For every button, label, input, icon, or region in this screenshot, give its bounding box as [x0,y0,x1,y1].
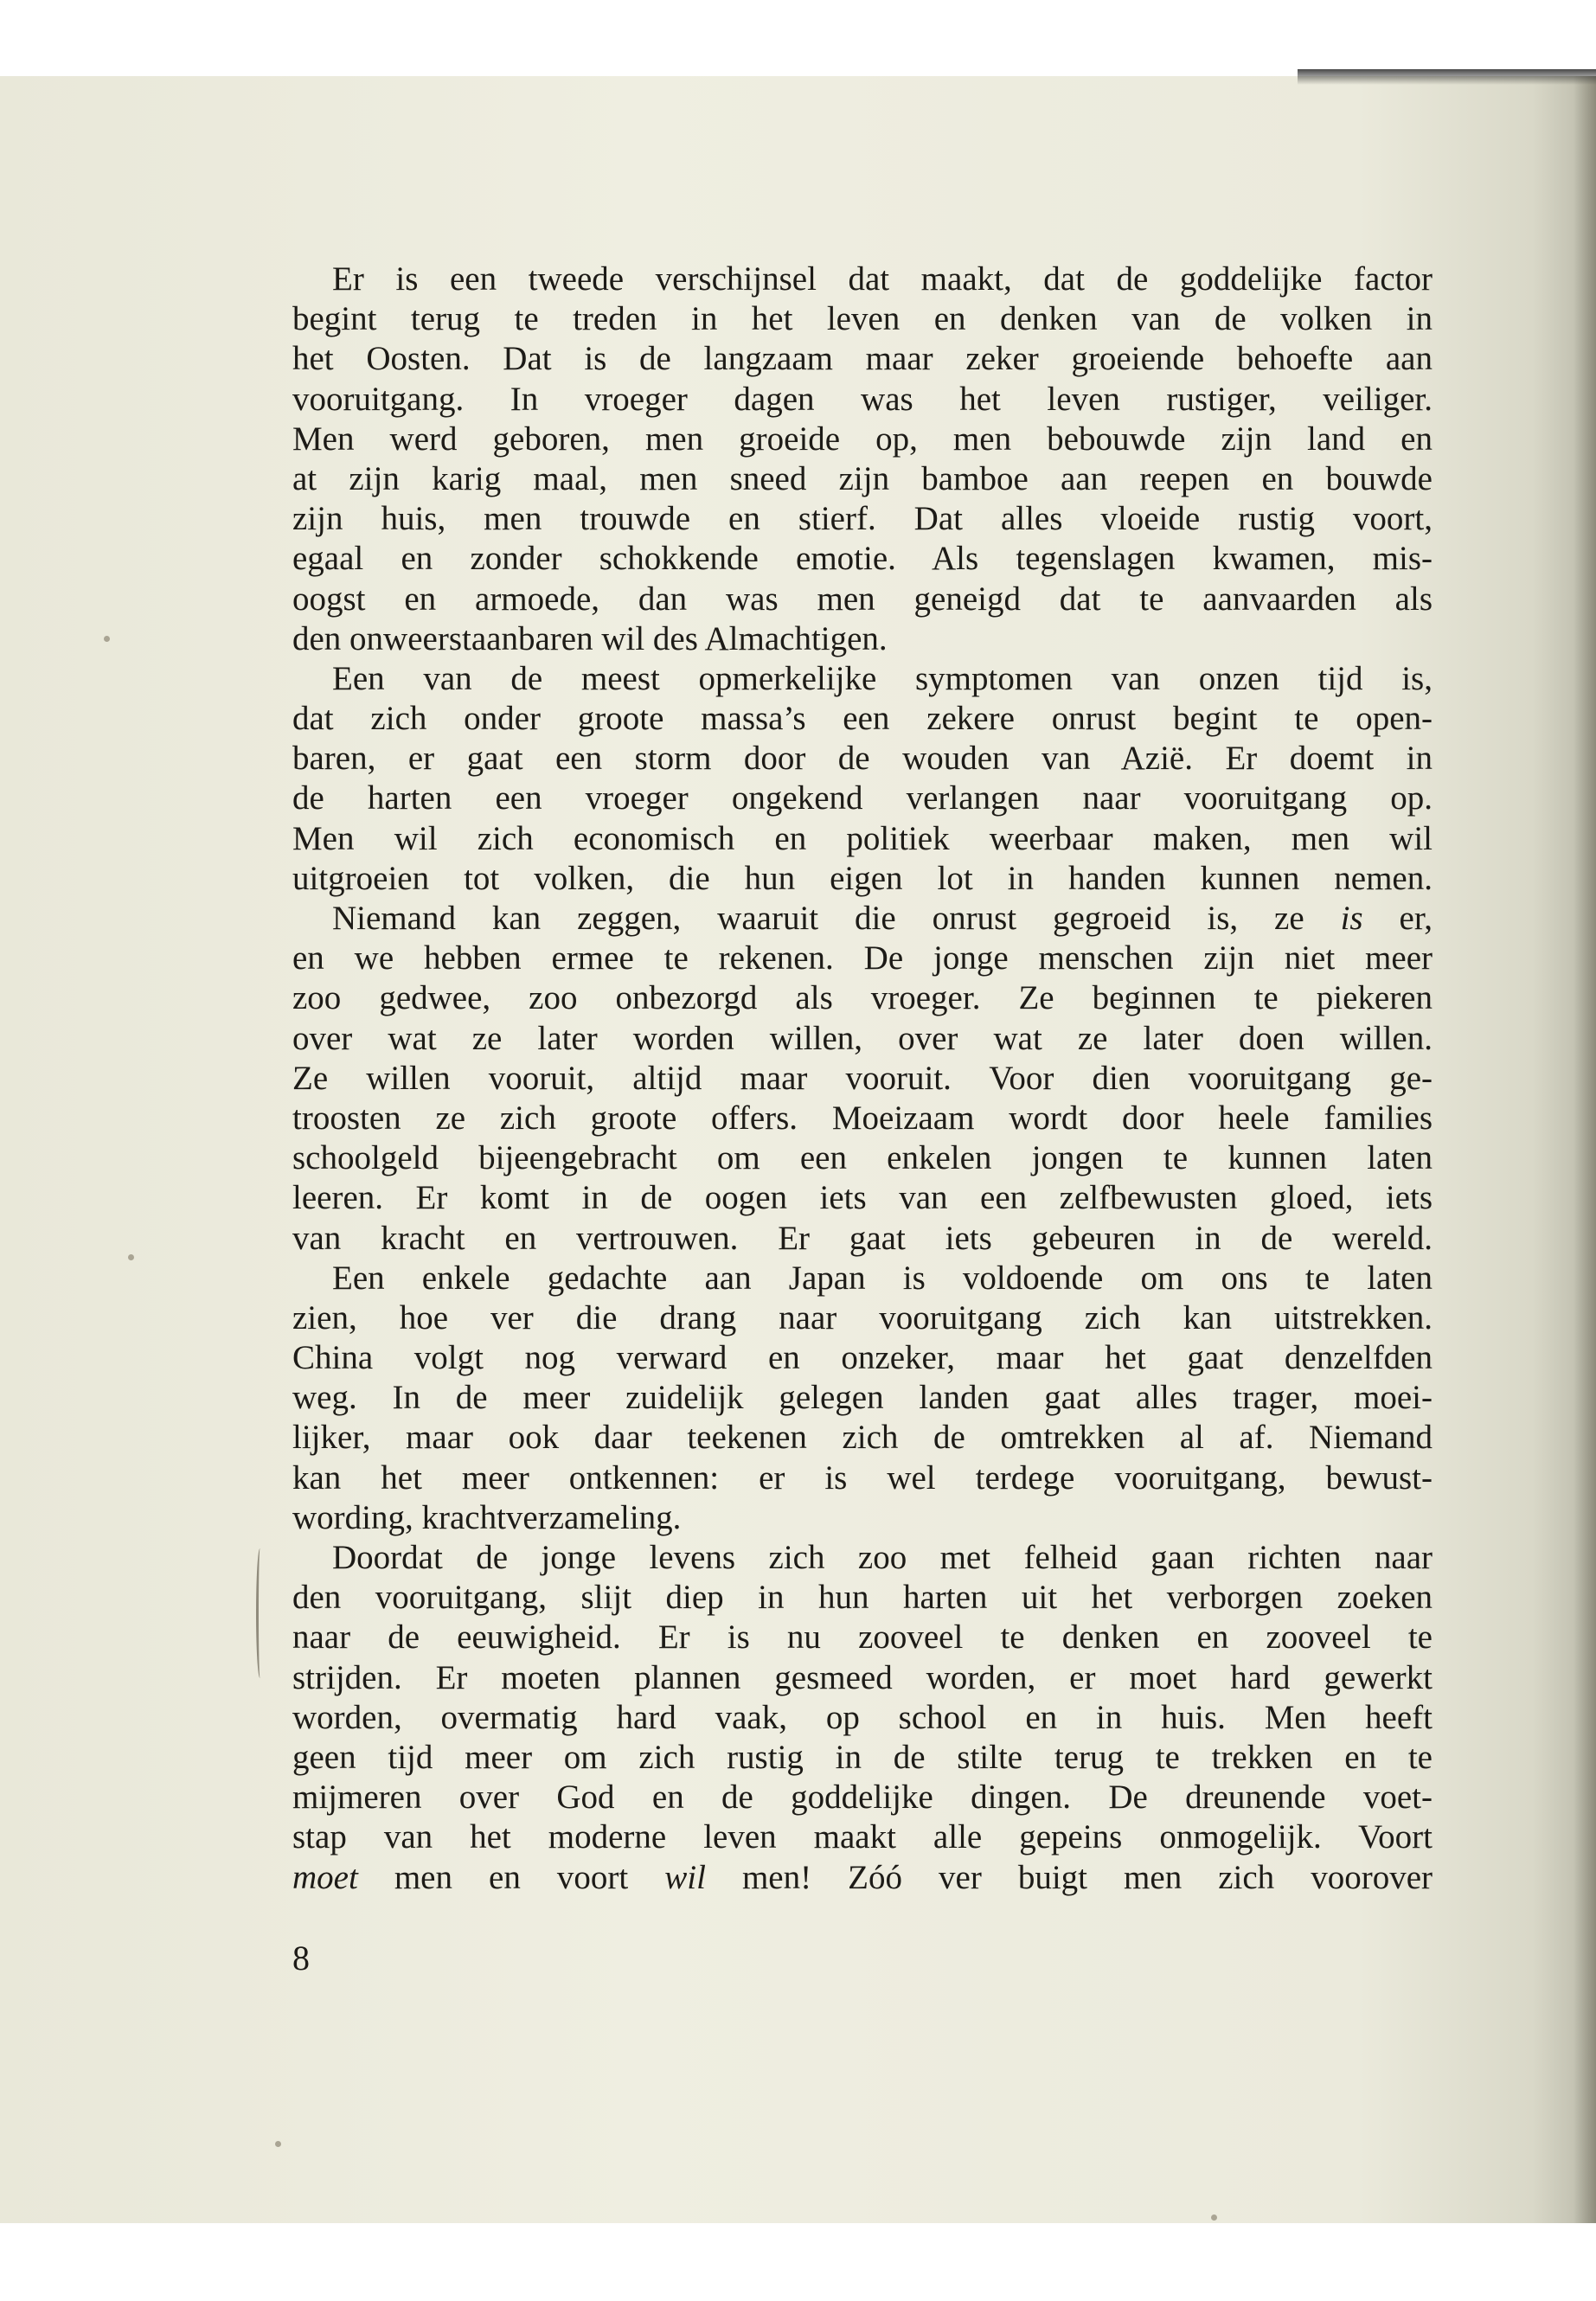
text-line [292,299,1433,339]
text-segment: strijden. Er moeten plannen gesmeed worden, er moet hard gewerkt [292,1658,1433,1696]
text-segment: leeren. Er komt in de oogen iets van een zelfbewusten gloed, iets [292,1179,1433,1217]
margin-pencil-mark [256,1548,264,1678]
text-segment: mijmeren over God en de goddelijke dingen. De dreunende voet- [292,1779,1433,1817]
text-line [292,1099,1433,1138]
text-segment: Er is een tweede verschijnsel dat maakt, dat de goddelijke factor [332,260,1433,298]
text-line [292,1817,1433,1857]
emphasis-word: is [1340,900,1363,937]
text-segment: lijker, maar ook daar teekenen zich de omtrekken al af. Niemand [292,1419,1433,1457]
page-gutter-shadow [1574,76,1596,2223]
text-line [292,939,1433,978]
paper-speck [275,2141,281,2147]
text-line [292,1298,1433,1338]
text-line [292,1338,1433,1378]
text-line [292,1219,1433,1259]
text-segment: China volgt nog verward en onzeker, maar het gaat denzelfden [292,1339,1433,1377]
text-segment: Ze willen vooruit, altijd maar vooruit. Voor dien vooruitgang ge- [292,1059,1433,1097]
text-segment: Men wil zich economisch en politiek weerbaar maken, men wil [292,819,1433,857]
text-line [292,339,1433,379]
text-segment: naar de eeuwigheid. Er is nu zooveel te denken en zooveel te [292,1618,1433,1657]
paper-speck [104,636,110,642]
text-segment: weg. In de meer zuidelijk gelegen landen gaat alles trager, moei- [292,1379,1433,1417]
text-line [292,619,1433,659]
text-line [292,819,1433,859]
text-segment: den vooruitgang, slijt diep in hun harten uit het verborgen zoeken [292,1579,1433,1617]
text-segment: at zijn karig maal, men sneed zijn bamboe aan reepen en bouwde [292,459,1433,497]
text-line [292,1618,1433,1657]
text-line [292,499,1433,539]
text-line [292,539,1433,579]
text-line [292,1858,1433,1898]
text-line [292,420,1433,459]
text-line [292,1259,1433,1298]
text-line [292,699,1433,739]
text-line [292,1418,1433,1458]
text-segment: zien, hoe ver die drang naar vooruitgang zich kan uitstrekken. [292,1298,1433,1336]
text-segment: uitgroeien tot volken, die hun eigen lot in handen kunnen nemen. [292,859,1433,897]
text-segment: Niemand kan zeggen, waaruit die onrust gegroeid is, ze [332,900,1304,937]
text-segment: de harten een vroeger ongekend verlangen naar vooruitgang op. [292,779,1433,817]
text-segment: oogst en armoede, dan was men geneigd dat te aanvaarden als [292,580,1433,618]
text-segment: stap van het moderne leven maakt alle gepeins onmogelijk. Voort [292,1818,1433,1856]
text-segment: over wat ze later worden willen, over wat ze later doen willen. [292,1019,1433,1057]
text-segment: zoo gedwee, zoo onbezorgd als vroeger. Ze beginnen te piekeren [292,979,1433,1017]
text-segment: men! Zóó ver buigt men zich voorover [705,1858,1433,1896]
text-segment: Men werd geboren, men groeide op, men bebouwde zijn land en [292,420,1433,458]
text-line [292,1738,1433,1778]
text-segment: dat zich onder groote massa’s een zekere onrust begint te open- [292,700,1433,738]
text-line [292,459,1433,499]
page-number: 8 [292,1939,310,1977]
text-segment: geen tijd meer om zich rustig in de stilte terug te trekken en te [292,1738,1433,1776]
text-line [292,1019,1433,1059]
text-line [292,779,1433,818]
text-line [292,899,1433,939]
text-line [292,1778,1433,1817]
text-segment: het Oosten. Dat is de langzaam maar zeker groeiende behoefte aan [292,340,1433,378]
text-line [292,1538,1433,1578]
text-segment: den onweerstaanbaren wil des Almachtigen. [292,619,888,657]
text-line [292,1658,1433,1698]
text-segment: men en voort [357,1858,665,1896]
text-line [292,260,1433,299]
text-line [292,1698,1433,1738]
text-segment: begint terug te treden in het leven en denken van de volken in [292,300,1433,338]
text-line [292,859,1433,899]
text-segment: schoolgeld bijeengebracht om een enkelen jongen te kunnen laten [292,1139,1433,1177]
text-line [292,1578,1433,1618]
text-segment: baren, er gaat een storm door de wouden van Azië. Er doemt in [292,740,1433,778]
text-segment: Een van de meest opmerkelijke symptomen van onzen tijd is, [332,659,1433,697]
text-line [292,1458,1433,1498]
text-line [292,739,1433,779]
page-edge-shadow [1298,69,1596,85]
paper-speck [1211,2214,1217,2221]
text-segment: troosten ze zich groote offers. Moeizaam wordt door heele families [292,1099,1433,1137]
text-line [292,1178,1433,1218]
text-segment: zijn huis, men trouwde en stierf. Dat alles vloeide rustig voort, [292,500,1433,538]
text-segment: worden, overmatig hard vaak, op school en in huis. Men heeft [292,1698,1433,1736]
text-segment: er, [1362,900,1433,937]
text-line [292,659,1433,699]
text-line [292,1378,1433,1418]
text-segment: Doordat de jonge levens zich zoo met felheid gaan richten naar [332,1539,1433,1576]
text-segment: wording, krachtverzameling. [292,1498,682,1536]
text-line [292,380,1433,420]
text-segment: van kracht en vertrouwen. Er gaat iets gebeuren in de wereld. [292,1219,1433,1257]
text-segment: Een enkele gedachte aan Japan is voldoende om ons te laten [332,1259,1433,1297]
paper-speck [128,1254,134,1260]
text-line [292,580,1433,619]
text-segment: kan het meer ontkennen: er is wel terdege vooruitgang, bewust- [292,1458,1433,1497]
text-segment: vooruitgang. In vroeger dagen was het leven rustiger, veiliger. [292,380,1433,418]
text-segment: en we hebben ermee te rekenen. De jonge menschen zijn niet meer [292,939,1433,977]
text-segment: egaal en zonder schokkende emotie. Als tegenslagen kwamen, mis- [292,540,1433,578]
text-line [292,1138,1433,1178]
text-line [292,1498,1433,1538]
text-line [292,978,1433,1018]
emphasis-word: wil [664,1858,706,1896]
body-text [292,260,1433,1898]
text-line [292,1059,1433,1099]
emphasis-word: moet [292,1858,358,1896]
